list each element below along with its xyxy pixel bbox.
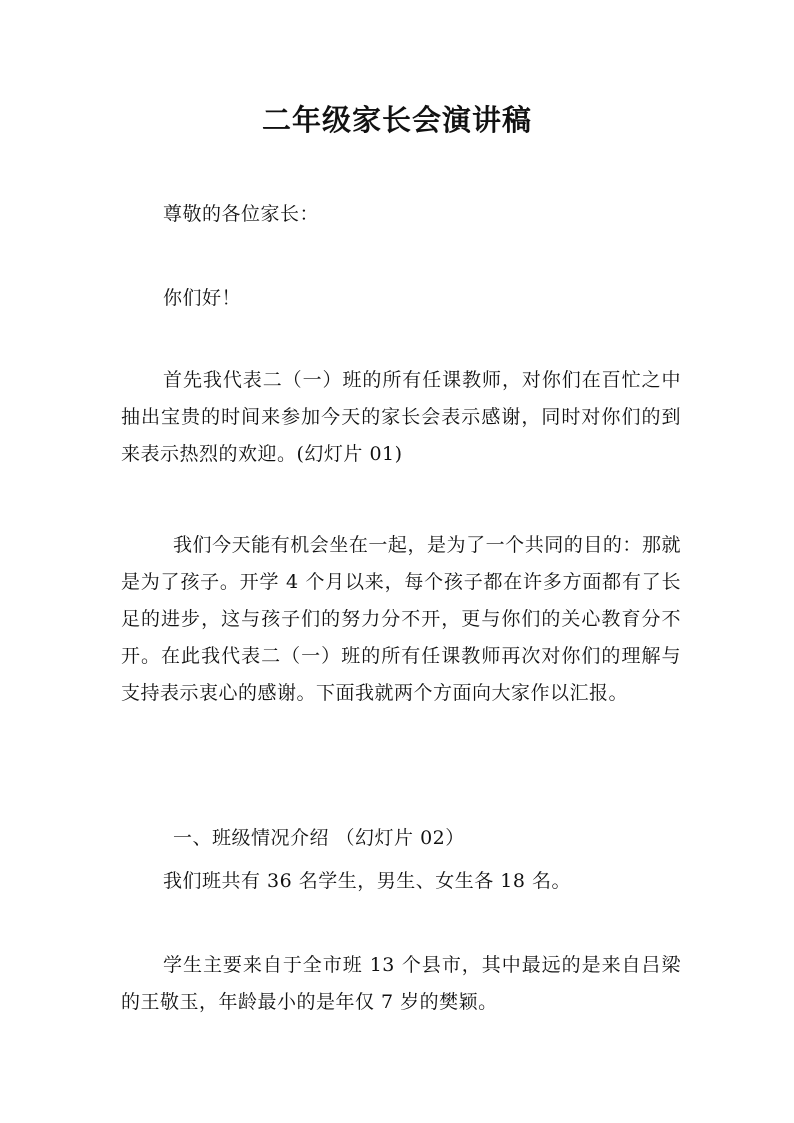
- salutation: 尊敬的各位家长：: [163, 203, 320, 225]
- document-title: 二年级家长会演讲稿: [261, 103, 532, 137]
- paragraph-student-count: 我们班共有 36 名学生，男生、女生各 18 名。: [163, 870, 572, 892]
- section-heading-class-intro: 一、班级情况介绍 （幻灯片 02）: [173, 827, 465, 849]
- paragraph-thanks: 首先我代表二（一）班的所有任课教师，对你们在百忙之中抽出宝贵的时间来参加今天的家长会表示感谢，同时对你们的到来表示热烈的欢迎。(幻灯片 01): [121, 369, 681, 465]
- greeting: 你们好！: [163, 287, 242, 309]
- paragraph-student-origin: 学生主要来自于全市班 13 个县市，其中最远的是来自吕梁的王敬玉，年龄最小的是年仅 7 岁的樊颖。: [121, 954, 681, 1013]
- paragraph-purpose: 我们今天能有机会坐在一起，是为了一个共同的目的：那就是为了孩子。开学 4 个月以来，每个孩子都在许多方面都有了长足的进步，这与孩子们的努力分不开，更与你们的关心教育分不开。在此我代表二（一）班的所有任课教师再次对你们的理解与支持表示衷心的感谢。下面我就两个方面向大家作以汇报。: [121, 534, 681, 704]
